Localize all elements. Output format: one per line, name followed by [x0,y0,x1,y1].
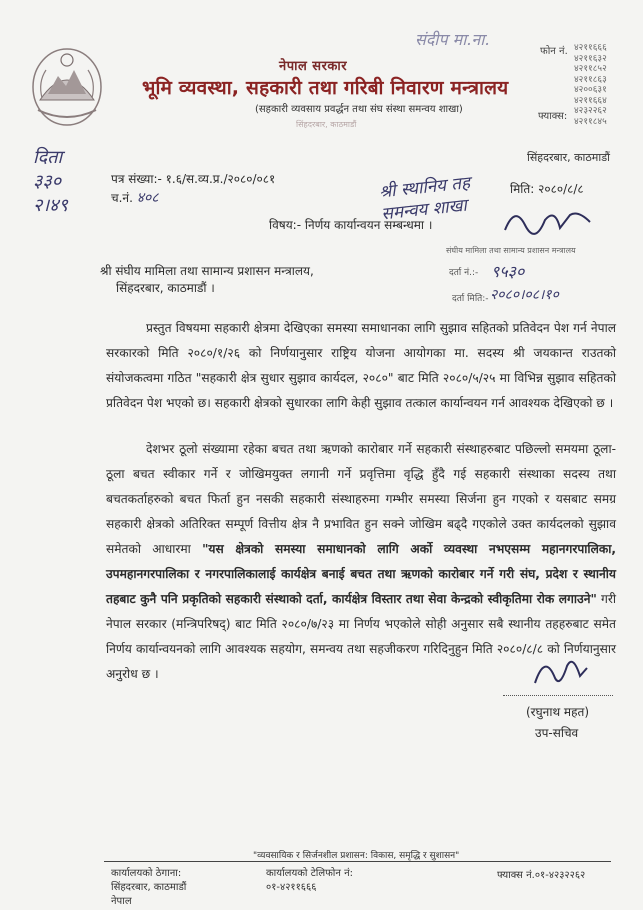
subject-line: विषय:- निर्णय कार्यान्वयन सम्बन्धमा । [269,218,433,232]
fax-label: फ्याक्स: [538,111,568,122]
phone-number: ४२००६३१ [574,85,607,95]
date-value: २०८०/८/८ [538,182,584,196]
ref-value: १.६/स.व्य.प्र./२०८०/०८१ [165,172,276,186]
margin-note-line: ३३० [33,171,62,192]
ministry-name: भूमि व्यवस्था, सहकारी तथा गरिबी निवारण मन्त्रालय [142,77,509,99]
recipient-name: श्री संघीय मामिला तथा सामान्य प्रशासन मन्त्रालय, [100,264,314,278]
letter-date [510,180,584,197]
date-label: मिति: [510,182,535,196]
handwritten-signature [525,648,595,693]
paragraph-text: देशभर ठूलो संख्यामा रहेका बचत तथा ऋणको कारोबार गर्ने सहकारी संस्थाहरुबाट पछिल्लो समयमा ठूला-ठूला बचत स्वीकार गर्ने र जोखिमयुक्त लगानी गर्ने प्रवृत्तिमा वृद्धि हुँदै गई सहकारी संस्थाका सदस्य तथा बचतकर्ताहरुको बचत फिर्ता हुन नसकी सहकारी संस्थाहरुमा गम्भीर समस्या सिर्जना हुन गएको र यसबाट समग्र सहकारी क्षेत्रको अतिरिक्त सम्पूर्ण वित्तीय क्षेत्र नै प्रभावित हुन सक्ने जोखिम बढ्दै गएकोले उक्त कार्यदलको सुझाव समेतको आधारमा [106,442,616,556]
phone-number: ४२११८५२ [574,64,607,74]
paragraph-text: गरी नेपाल सरकार (मन्त्रिपरिषद्) बाट मिति २०८०/७/२३ मा निर्णय भएकोले सोही अनुसार सबै स्थानीय तहहरुबाट समेत निर्णय कार्यान्वयनको लागि आवश्यक सहयोग, समन्वय तथा सहजीकरण गरिदिनुहुन मिति २०८०/८/८ को निर्णयानुसार अनुरोध छ । [106,592,616,681]
handwritten-margin-note [33,146,68,218]
fax-number: ४२३२२६२ [574,106,607,116]
footer-divider [104,861,611,862]
footer-phone-label: कार्यालयको टेलिफोन नं: [266,868,354,879]
fax-number: ४२११८४५ [574,116,607,127]
dispatch-value: ४०८ [136,190,159,206]
footer-address-line: सिंहदरबार, काठमाडौं [111,882,187,893]
recipient-address: सिंहदरबार, काठमाडौं । [116,281,215,295]
footer-office-phone [266,867,353,895]
phone-number: ४२११८६३ [574,74,607,85]
signer-name: (रघुनाथ महत) [526,705,590,719]
received-darta-number: ९५३० [491,262,525,281]
phone-number: ४२११६६६ [574,43,607,53]
handwritten-initials: संदीप मा.ना. [415,30,490,49]
received-stamp-org: संघीय मामिला तथा सामान्य प्रशासन मन्त्रालय [446,246,576,255]
phone-label: फोन नं. [540,46,568,57]
footer-office-address [111,867,186,909]
footer-phone-value: ०१-४२११६६६ [266,882,317,893]
footer-address-label: कार्यालयको ठेगाना: [111,868,182,879]
section-name: (सहकारी व्यवसाय प्रवर्द्धन तथा संघ संस्था समन्वय शाखा) [255,104,463,115]
ref-label: पत्र संख्या:- [111,172,162,186]
government-name: नेपाल सरकार [279,59,348,74]
handwritten-forward-note: श्री स्थानिय तह समन्वय शाखा [378,173,471,225]
footer-address-line: नेपाल [111,896,132,907]
margin-note-line: दिता [33,147,63,168]
signature-line [503,695,613,696]
footer-fax: फ्याक्स नं.०१-४२३२२६२ [497,870,586,881]
nepal-emblem-icon [28,42,106,128]
received-date-label: दर्ता मिति:- [452,294,489,304]
phone-number: ४२११६३२ [574,53,607,64]
footer-motto: "व्यवसायिक र सिर्जनशील प्रशासन: विकास, समृद्धि र सुशासन" [253,851,460,861]
header-address: सिंहदरबार, काठमाडौं [527,151,610,164]
dispatch-label: च.नं. [111,191,133,205]
handwritten-signature-top [500,200,595,240]
dispatch-number [111,188,159,207]
body-paragraph-1: प्रस्तुत विषयमा सहकारी क्षेत्रमा देखिएका समस्या समाधानका लागि सुझाव सहितको प्रतिवेदन पेश गर्न नेपाल सरकारको मिति २०८०/१/२६ को निर्णयानुसार राष्ट्रिय योजना आयोगका मा. सदस्य श्री जयकान्त राउतको संयोजकत्वमा गठित "सहकारी क्षेत्र सुधार सुझाव कार्यदल, २०८०" बाट मिति २०८०/५/२५ मा विभिन्न सुझाव सहितको प्रतिवेदन पेश भएको छ। सहकारी क्षेत्रको सुधारका लागि केही सुझाव तत्काल कार्यान्वयन गर्न आवश्यक देखिएको छ । [106,321,616,410]
reference-number [111,170,275,187]
received-darta-label: दर्ता नं.:- [449,268,479,278]
faint-stamp-text: सिंहदरबार, काठमाडौं [296,120,357,129]
paragraph-bold-text: "यस क्षेत्रको समस्या समाधानको लागि अर्को व्यवस्था नभएसम्म महानगरपालिका, उपमहानगरपालिका र नगरपालिकालाई कार्यक्षेत्र बनाई बचत तथा ऋणको कारोबार गर्ने गरी संघ, प्रदेश र स्थानीय तहबाट कुनै पनि प्रकृतिको सहकारी संस्थाको दर्ता, कार्यक्षेत्र विस्तार तथा सेवा केन्द्रको स्वीकृतिमा रोक लगाउने" [106,542,617,606]
phone-numbers [574,43,607,127]
phone-number: ४२११६६४ [574,95,607,106]
margin-note-line: २।४९ [33,195,68,216]
received-date-value: २०८०।०८।१० [490,287,559,303]
signer-title: उप-सचिव [535,726,579,740]
